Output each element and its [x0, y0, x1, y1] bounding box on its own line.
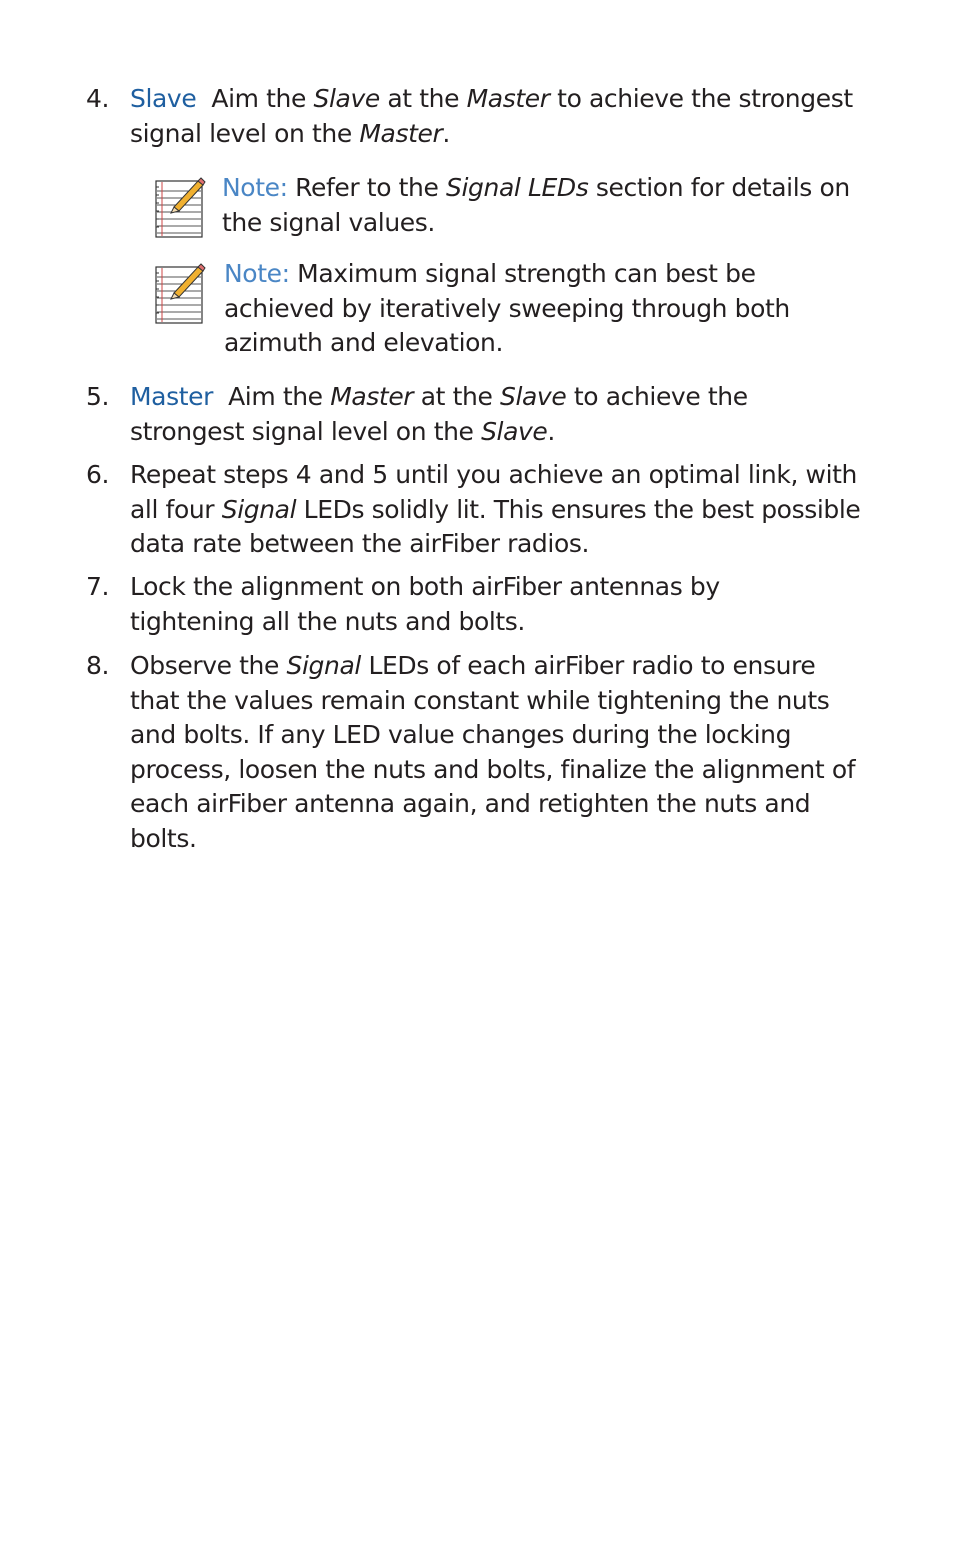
step-number: 7.	[86, 572, 110, 601]
step-number: 5.	[86, 382, 110, 411]
notepad-pencil-icon	[154, 263, 206, 325]
step-body: Observe the Signal LEDs of each airFiber radio to ensure that the values remain constant while tightening the nuts and bolts. If any LED value changes during the locking process, loosen the nuts and bolts, finalize the alignment of each airFiber antenna again, and retighten the nuts and bolts.	[130, 651, 856, 853]
note-text: Note: Maximum signal strength can best be achieved by iteratively sweeping through both azimuth and elevation.	[224, 259, 790, 358]
step-number: 6.	[86, 460, 110, 489]
step-body: Repeat steps 4 and 5 until you achieve an optimal link, with all four Signal LEDs solidly lit. This ensures the best possible data rate between the airFiber radios.	[130, 460, 861, 559]
step-number: 8.	[86, 651, 110, 680]
step-number: 4.	[86, 84, 110, 113]
note-text: Note: Refer to the Signal LEDs section for details on the signal values.	[222, 173, 850, 237]
note-label: Note:	[222, 173, 288, 202]
step-body: Master Aim the Master at the Slave to achieve the strongest signal level on the Slave.	[130, 382, 748, 446]
step-label-slave: Slave	[130, 84, 197, 113]
step-body: Slave Aim the Slave at the Master to achieve the strongest signal level on the Master.	[130, 84, 853, 148]
note-label: Note:	[224, 259, 290, 288]
step-label-master: Master	[130, 382, 213, 411]
step-body: Lock the alignment on both airFiber antennas by tightening all the nuts and bolts.	[130, 572, 720, 636]
notepad-pencil-icon	[154, 177, 206, 239]
